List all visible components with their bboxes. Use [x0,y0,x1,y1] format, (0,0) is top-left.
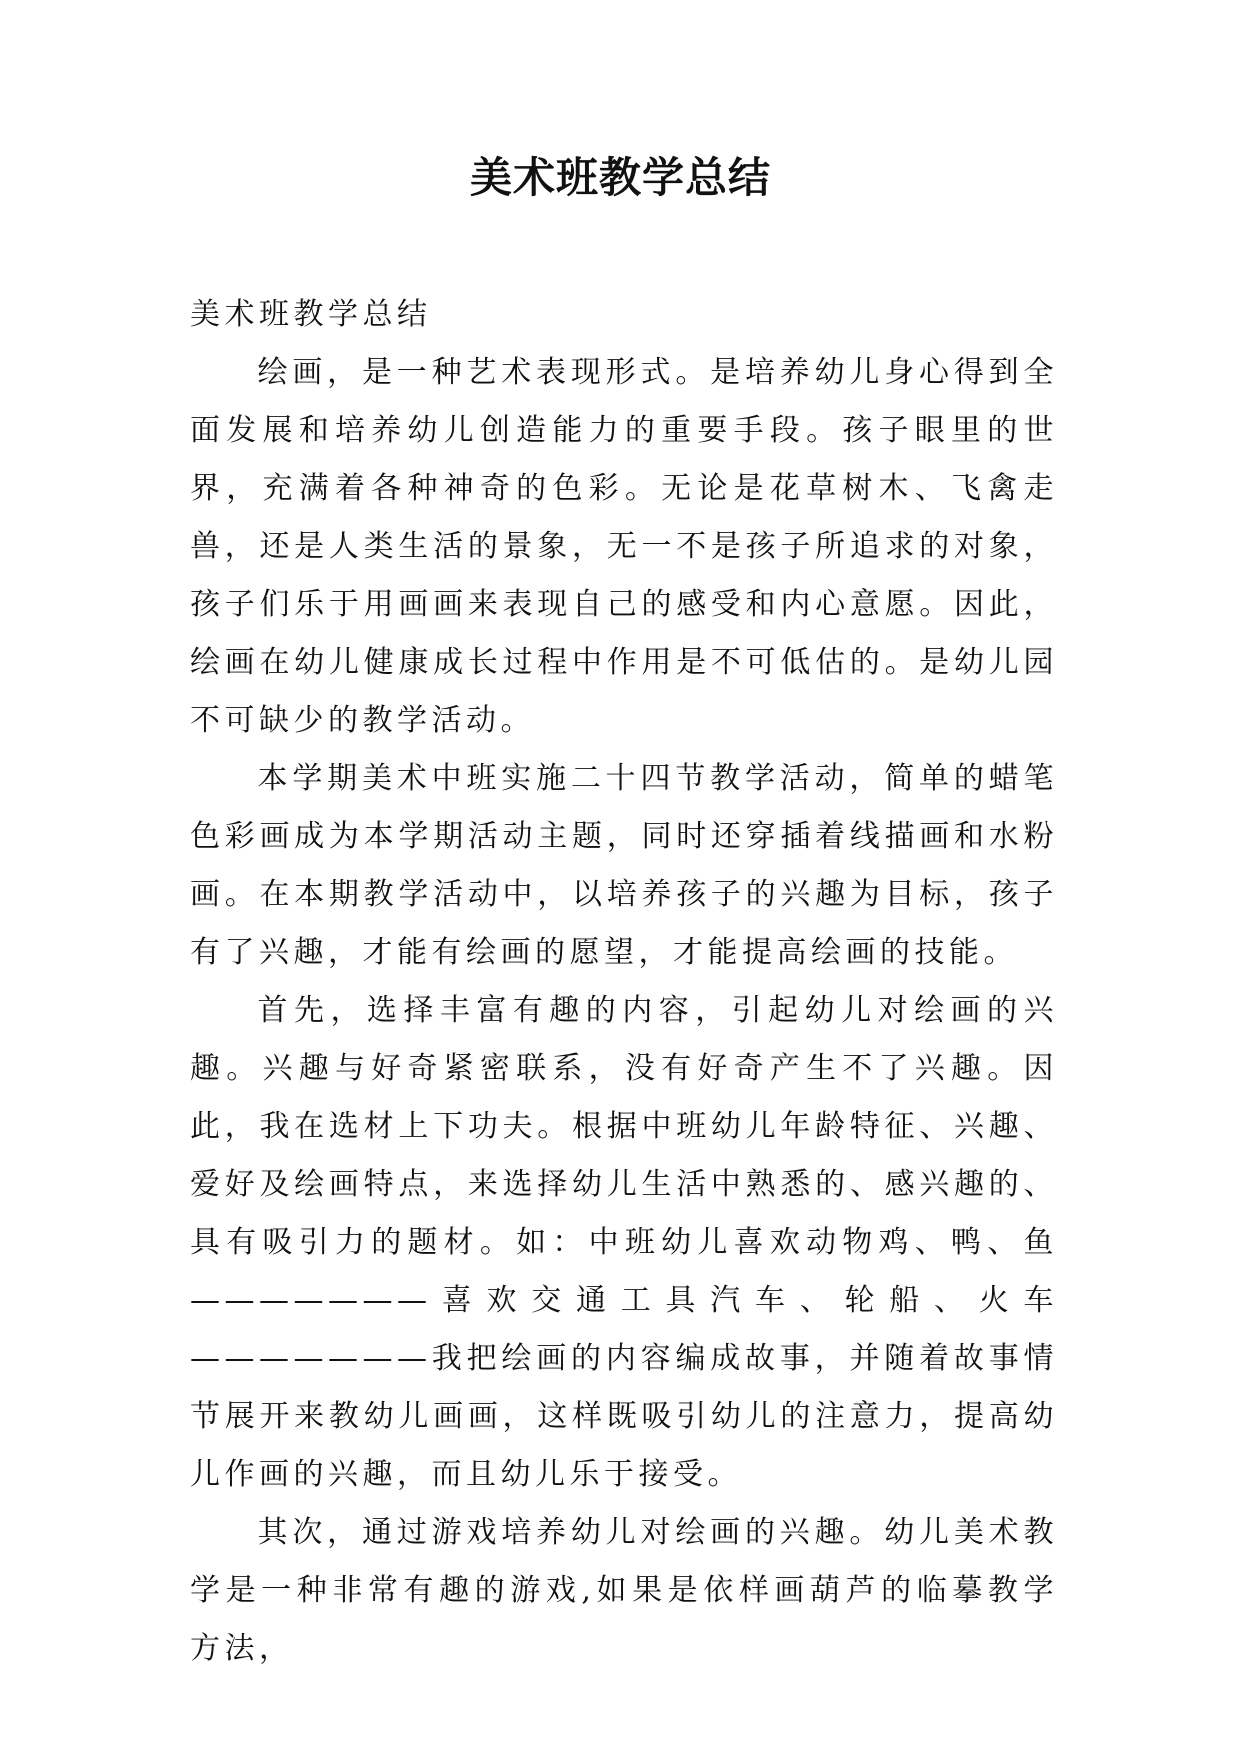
document-body [190,286,1058,1678]
paragraph: 首先，选择丰富有趣的内容，引起幼儿对绘画的兴趣。兴趣与好奇紧密联系，没有好奇产生不了兴趣。因此，我在选材上下功夫。根据中班幼儿年龄特征、兴趣、爱好及绘画特点，来选择幼儿生活中熟悉的、感兴趣的、具有吸引力的题材。如：中班幼儿喜欢动物鸡、鸭、鱼———————喜欢交通工具汽车、轮船、火车———————我把绘画的内容编成故事，并随着故事情节展开来教幼儿画画，这样既吸引幼儿的注意力，提高幼儿作画的兴趣，而且幼儿乐于接受。 [190,993,1058,1492]
paragraph: 绘画，是一种艺术表现形式。是培养幼儿身心得到全面发展和培养幼儿创造能力的重要手段。孩子眼里的世界，充满着各种神奇的色彩。无论是花草树木、飞禽走兽，还是人类生活的景象，无一不是孩子所追求的对象，孩子们乐于用画画来表现自己的感受和内心意愿。因此，绘画在幼儿健康成长过程中作用是不可低估的。是幼儿园不可缺少的教学活动。 [190,355,1058,738]
paragraph: 本学期美术中班实施二十四节教学活动，简单的蜡笔色彩画成为本学期活动主题，同时还穿插着线描画和水粉画。在本期教学活动中，以培养孩子的兴趣为目标，孩子有了兴趣，才能有绘画的愿望，才能提高绘画的技能。 [190,761,1058,970]
document-subtitle: 美术班教学总结 [190,297,432,332]
document-title: 美术班教学总结 [469,153,771,202]
paragraph: 其次，通过游戏培养幼儿对绘画的兴趣。幼儿美术教学是一种非常有趣的游戏,如果是依样画葫芦的临摹教学方法， [190,1515,1058,1666]
